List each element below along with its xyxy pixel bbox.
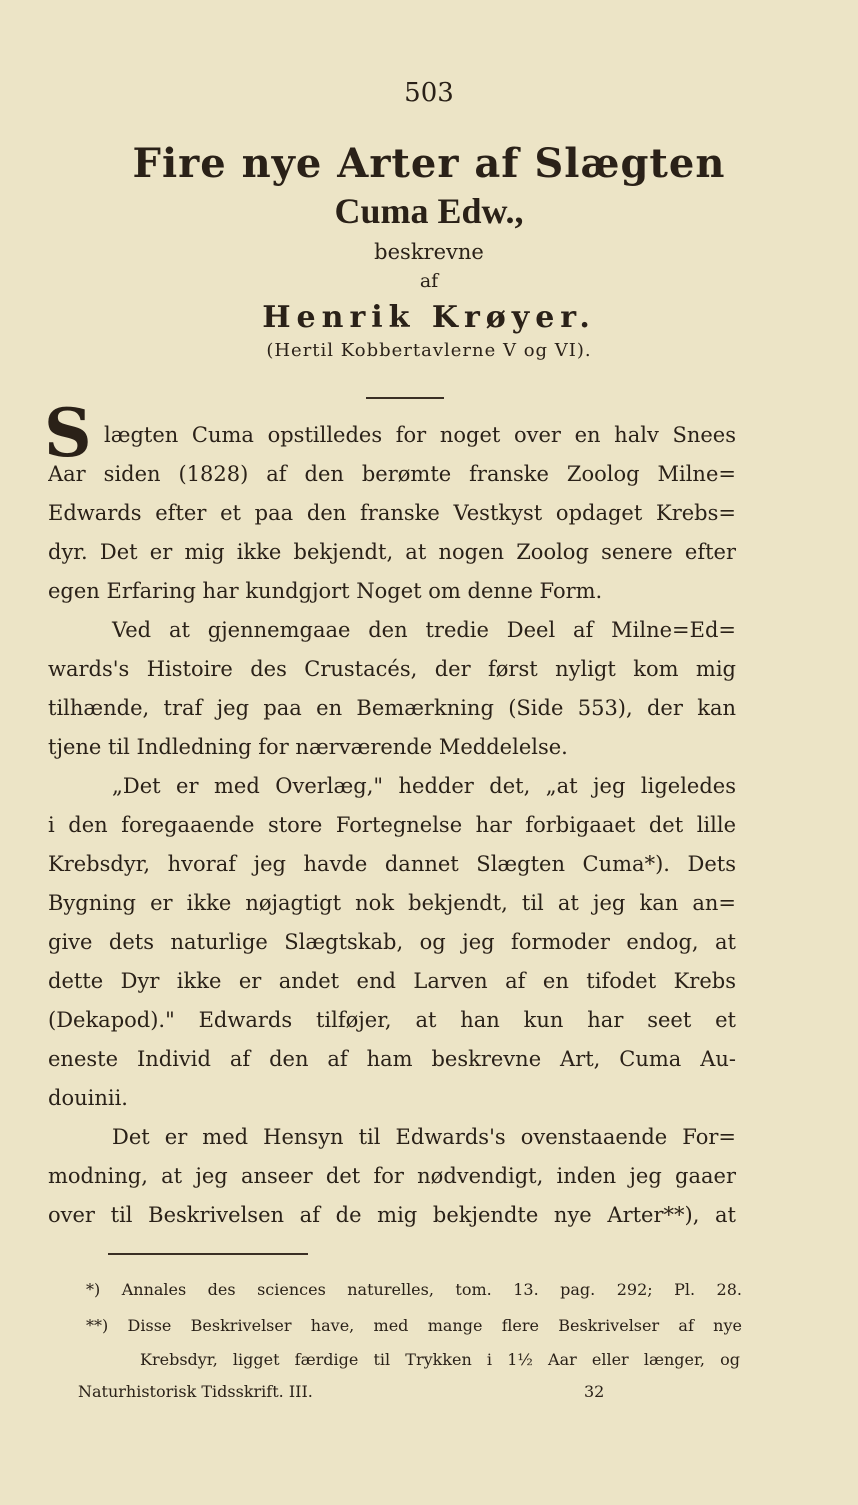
footnote-divider xyxy=(108,1253,308,1255)
footnote-1: *) Annales des sciences naturelles, tom. 13. pag. 292; Pl. 28. xyxy=(86,1280,742,1299)
body-text xyxy=(48,416,736,1235)
signature-line xyxy=(78,1382,606,1401)
title-line-2: Cuma Edw., xyxy=(334,191,524,231)
body-line: (Dekapod)." Edwards tilføjer, at han kun har seet et xyxy=(48,1008,736,1032)
body-line: dyr. Det er mig ikke bekjendt, at nogen Zoolog senere efter xyxy=(48,540,736,564)
body-line: eneste Individ af den af ham beskrevne Art, Cuma Au- xyxy=(48,1047,736,1071)
body-line: tjene til Indledning for nærværende Meddelelse. xyxy=(48,735,568,759)
title-line-4: af xyxy=(419,270,439,292)
body-line: modning, at jeg anseer det for nødvendigt, inden jeg gaaer xyxy=(48,1164,736,1188)
body-line: Bygning er ikke nøjagtigt nok bekjendt, til at jeg kan an= xyxy=(48,891,736,915)
body-line: i den foregaaende store Fortegnelse har forbigaaet det lille xyxy=(48,813,736,837)
body-line: dette Dyr ikke er andet end Larven af en tifodet Krebs xyxy=(48,969,736,993)
plates-note: (Hertil Kobbertavlerne V og VI). xyxy=(266,340,592,361)
body-line: tilhænde, traf jeg paa en Bemærkning (Side 553), der kan xyxy=(48,696,736,720)
footnote-2: **) Disse Beskrivelser have, med mange flere Beskrivelser af nye xyxy=(86,1316,742,1335)
drop-cap: S xyxy=(44,394,92,472)
body-line: Ved at gjennemgaae den tredie Deel af Milne=Ed= xyxy=(112,618,736,642)
footnote-2-continued: Krebsdyr, ligget færdige til Trykken i 1½ Aar eller længer, og xyxy=(140,1350,740,1369)
body-line: egen Erfaring har kundgjort Noget om denne Form. xyxy=(48,579,603,603)
body-line: give dets naturlige Slægtskab, og jeg formoder endog, at xyxy=(48,930,736,954)
signature-number: 32 xyxy=(584,1382,605,1401)
title-line-3: beskrevne xyxy=(374,240,484,264)
author-name: Henrik Krøyer. xyxy=(262,300,596,335)
journal-signature: Naturhistorisk Tidsskrift. III. xyxy=(78,1382,313,1401)
body-line: Edwards efter et paa den franske Vestkyst opdaget Krebs= xyxy=(48,501,736,525)
body-line: wards's Histoire des Crustacés, der først nyligt kom mig xyxy=(48,657,736,681)
page-number: 503 xyxy=(404,78,454,108)
body-line: douinii. xyxy=(48,1086,128,1110)
body-line: „Det er med Overlæg," hedder det, „at jeg ligeledes xyxy=(112,774,736,798)
title-line-1: Fire nye Arter af Slægten xyxy=(132,140,726,187)
body-line: Krebsdyr, hvoraf jeg havde dannet Slægten Cuma*). Dets xyxy=(48,852,736,876)
body-line: Det er med Hensyn til Edwards's ovenstaaende For= xyxy=(112,1125,736,1149)
body-line: over til Beskrivelsen af de mig bekjendte nye Arter**), at xyxy=(48,1203,736,1227)
body-line: lægten Cuma opstilledes for noget over en halv Snees xyxy=(104,423,736,447)
title-divider xyxy=(366,397,444,399)
body-line: Aar siden (1828) af den berømte franske Zoolog Milne= xyxy=(48,462,736,486)
